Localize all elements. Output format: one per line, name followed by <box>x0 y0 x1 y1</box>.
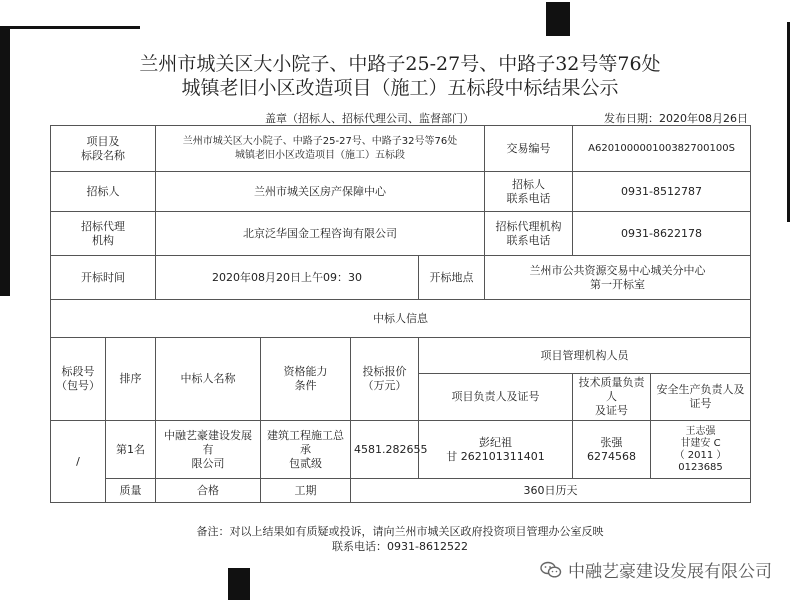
open-time-value: 2020年08月20日上午09：30 <box>156 256 419 300</box>
open-place-label: 开标地点 <box>419 256 485 300</box>
project-value: 兰州市城关区大小院子、中路子25-27号、中路子32号等76处 城镇老旧小区改造项目（施工）五标段 <box>156 126 485 172</box>
tenderer-value: 兰州市城关区房产保障中心 <box>156 172 485 212</box>
project-label: 项目及 标段名称 <box>51 126 156 172</box>
trade-no-label: 交易编号 <box>485 126 573 172</box>
header-pm-staff: 项目管理机构人员 <box>419 338 751 374</box>
header-pm: 项目负责人及证号 <box>419 374 573 421</box>
frame-bar-bottom-left <box>228 568 250 600</box>
frame-bar-top-right <box>546 2 570 36</box>
header-safety: 安全生产负责人及证号 <box>651 374 751 421</box>
tenderer-phone-label: 招标人 联系电话 <box>485 172 573 212</box>
header-winner-name: 中标人名称 <box>156 338 261 421</box>
trade-no-value: A620100000100382700100S <box>573 126 751 172</box>
document-title-line1: 兰州市城关区大小院子、中路子25-27号、中路子32号等76处 <box>139 53 661 75</box>
footer-note: 备注：对以上结果如有质疑或投诉，请向兰州市城关区政府投资项目管理办公室反映 <box>196 525 604 538</box>
tenderer-phone-value: 0931-8512787 <box>573 172 751 212</box>
result-table <box>50 125 751 503</box>
winner-info-heading: 中标人信息 <box>51 300 751 338</box>
open-place-value: 兰州市公共资源交易中心城关分中心 第一开标室 <box>485 256 751 300</box>
winner-tech: 张强 6274568 <box>573 421 651 479</box>
open-time-label: 开标时间 <box>51 256 156 300</box>
agent-phone-value: 0931-8622178 <box>573 212 751 256</box>
header-section-no: 标段号 （包号） <box>51 338 106 421</box>
winner-name: 中融艺豪建设发展有 限公司 <box>156 421 261 479</box>
footer-contact: 联系电话：0931-8612522 <box>332 540 468 553</box>
document-title-line2: 城镇老旧小区改造项目（施工）五标段中标结果公示 <box>181 77 619 99</box>
quality-value: 合格 <box>156 479 261 503</box>
publish-date: 发布日期：2020年08月26日 <box>604 112 748 125</box>
wechat-icon <box>540 561 562 579</box>
duration-label: 工期 <box>261 479 351 503</box>
header-rank: 排序 <box>106 338 156 421</box>
watermark-text: 中融艺豪建设发展有限公司 <box>568 562 772 582</box>
winner-price: 4581.282655 <box>351 421 419 479</box>
agent-label: 招标代理 机构 <box>51 212 156 256</box>
frame-bar-top-h <box>0 26 140 29</box>
seal-note: 盖章（招标人、招标代理公司、监督部门） <box>265 112 474 125</box>
agent-phone-label: 招标代理机构 联系电话 <box>485 212 573 256</box>
winner-section-no: / <box>51 421 106 503</box>
duration-value: 360日历天 <box>351 479 751 503</box>
agent-value: 北京泛华国金工程咨询有限公司 <box>156 212 485 256</box>
header-qualification: 资格能力 条件 <box>261 338 351 421</box>
tenderer-label: 招标人 <box>51 172 156 212</box>
winner-safety: 王志强 甘建安 C （ 2011 ） 0123685 <box>651 421 751 479</box>
header-tech: 技术质量负责人 及证号 <box>573 374 651 421</box>
header-bid-price: 投标报价 （万元） <box>351 338 419 421</box>
quality-label: 质量 <box>106 479 156 503</box>
winner-pm: 彭纪祖 甘 262101311401 <box>419 421 573 479</box>
watermark <box>540 557 772 582</box>
winner-rank: 第1名 <box>106 421 156 479</box>
winner-qualification: 建筑工程施工总承 包贰级 <box>261 421 351 479</box>
